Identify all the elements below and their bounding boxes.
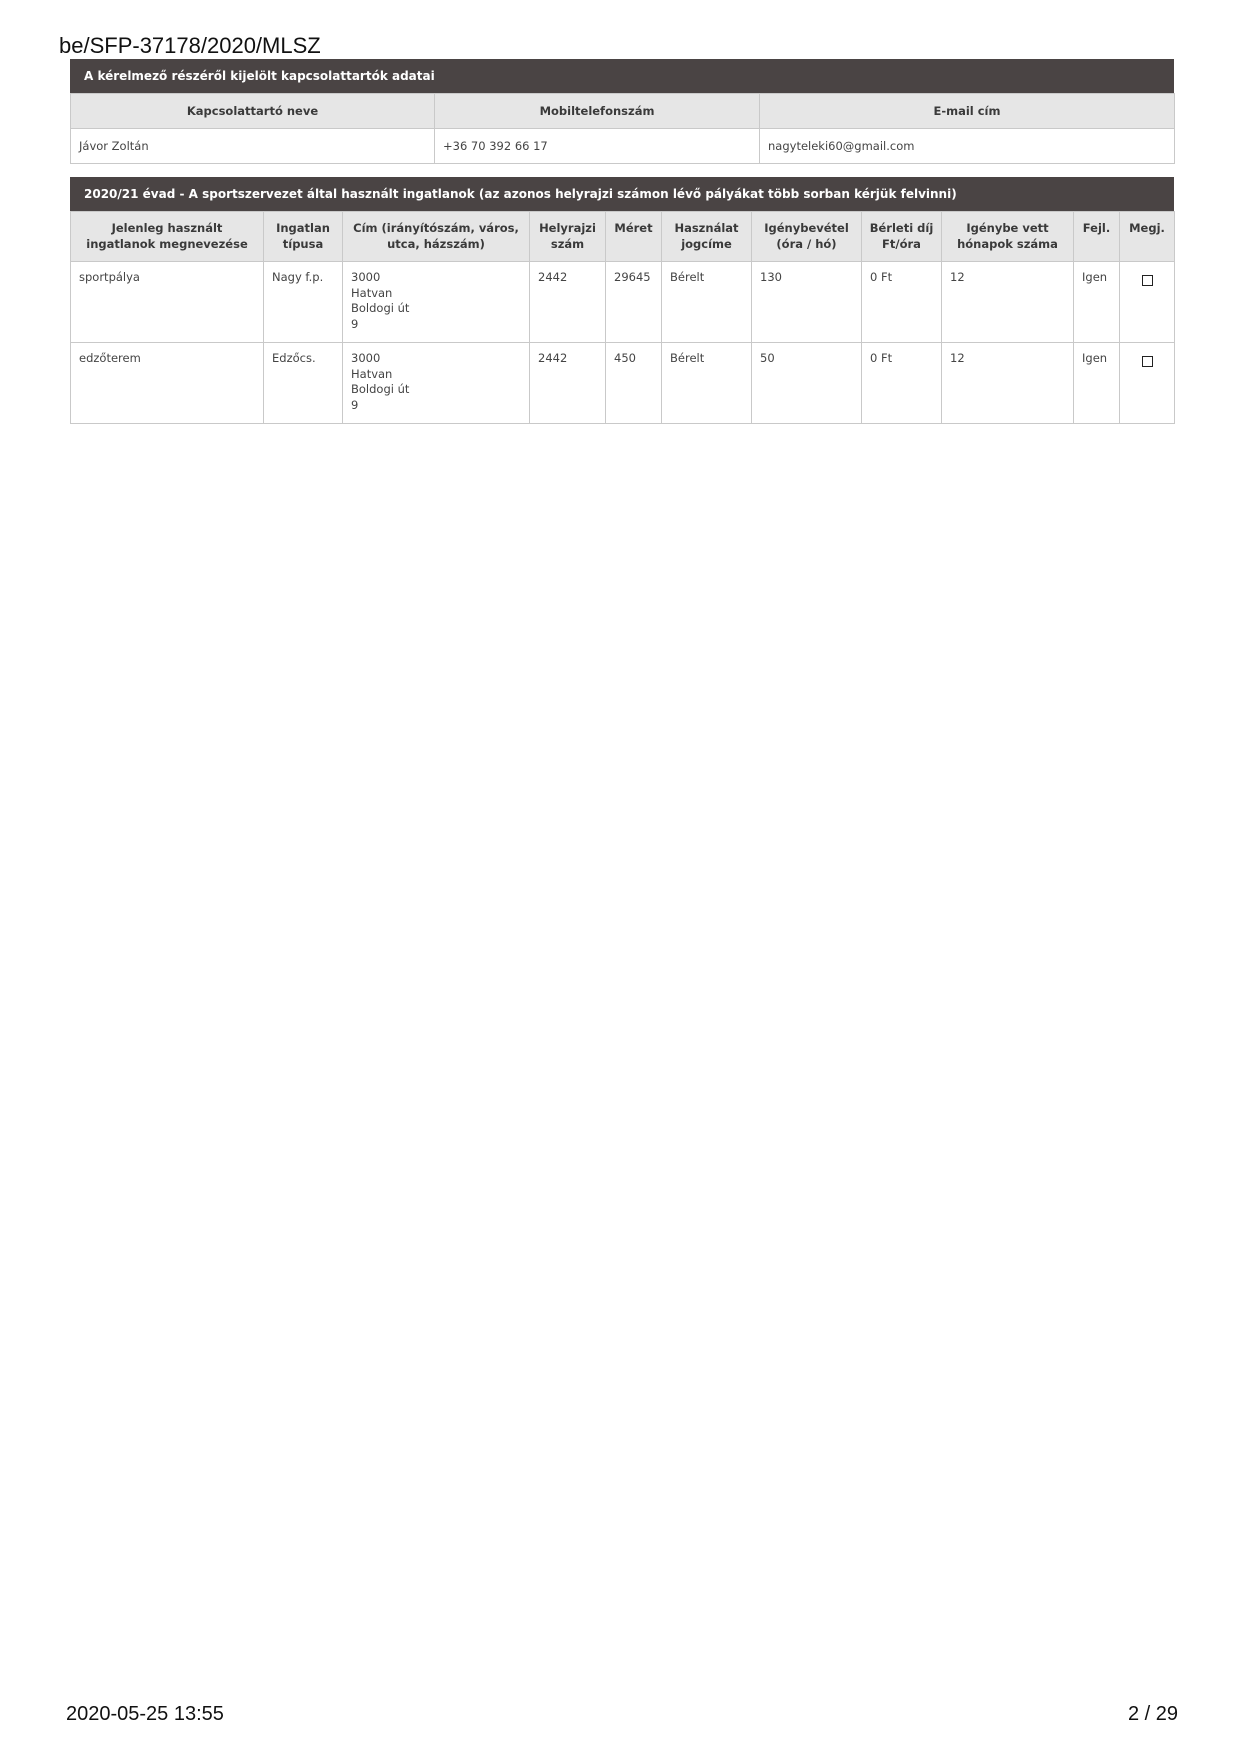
contact-name: Jávor Zoltán <box>71 129 435 164</box>
property-note-cell <box>1120 262 1175 343</box>
property-hours-header: Igénybevétel (óra / hó) <box>752 212 862 262</box>
property-fee-header: Bérleti díj Ft/óra <box>862 212 942 262</box>
property-hours: 50 <box>752 343 862 424</box>
property-usage: Bérelt <box>662 343 752 424</box>
properties-table <box>70 211 1175 424</box>
contacts-section <box>70 59 1174 164</box>
address-zip: 3000 <box>351 351 381 365</box>
address-zip: 3000 <box>351 270 381 284</box>
contacts-table <box>70 93 1175 164</box>
property-development: Igen <box>1074 262 1120 343</box>
property-months-header: Igénybe vett hónapok száma <box>942 212 1074 262</box>
property-note-cell <box>1120 343 1175 424</box>
contacts-section-title: A kérelmező részéről kijelölt kapcsolattartók adatai <box>70 59 1174 93</box>
property-name-header: Jelenleg használt ingatlanok megnevezése <box>71 212 264 262</box>
properties-section <box>70 177 1174 424</box>
property-note-header: Megj. <box>1120 212 1175 262</box>
property-size: 29645 <box>606 262 662 343</box>
footer-page-number: 2 / 29 <box>1127 1703 1178 1725</box>
property-hours: 130 <box>752 262 862 343</box>
address-number: 9 <box>351 316 359 331</box>
contact-email: nagyteleki60@gmail.com <box>760 129 1175 164</box>
address-city: Hatvan <box>351 285 393 300</box>
address-street: Boldogi út <box>351 301 410 315</box>
address-street: Boldogi út <box>351 382 410 396</box>
property-name: sportpálya <box>71 262 264 343</box>
property-months: 12 <box>942 262 1074 343</box>
property-type: Edzőcs. <box>264 343 343 424</box>
property-type: Nagy f.p. <box>264 262 343 343</box>
property-address-header: Cím (irányítószám, város, utca, házszám) <box>343 212 530 262</box>
property-address <box>343 262 530 343</box>
contact-phone: +36 70 392 66 17 <box>435 129 760 164</box>
property-address <box>343 343 530 424</box>
footer-timestamp: 2020-05-25 13:55 <box>66 1703 224 1725</box>
properties-section-title: 2020/21 évad - A sportszervezet által használt ingatlanok (az azonos helyrajzi számon lévő pályákat több sorban kérjük felvinni) <box>70 177 1174 211</box>
property-name: edzőterem <box>71 343 264 424</box>
property-size: 450 <box>606 343 662 424</box>
contact-name-header: Kapcsolattartó neve <box>71 94 435 129</box>
property-plot-header: Helyrajzi szám <box>530 212 606 262</box>
contacts-header-row <box>71 94 1175 129</box>
note-checkbox[interactable] <box>1142 275 1153 286</box>
property-usage: Bérelt <box>662 262 752 343</box>
table-row <box>71 129 1175 164</box>
property-type-header: Ingatlan típusa <box>264 212 343 262</box>
property-usage-header: Használat jogcíme <box>662 212 752 262</box>
property-development-header: Fejl. <box>1074 212 1120 262</box>
table-row <box>71 343 1175 424</box>
note-checkbox[interactable] <box>1142 356 1153 367</box>
table-row <box>71 262 1175 343</box>
address-number: 9 <box>351 397 359 412</box>
property-size-header: Méret <box>606 212 662 262</box>
property-development: Igen <box>1074 343 1120 424</box>
property-plot: 2442 <box>530 262 606 343</box>
property-plot: 2442 <box>530 343 606 424</box>
property-fee: 0 Ft <box>862 262 942 343</box>
address-city: Hatvan <box>351 366 393 381</box>
contact-email-header: E-mail cím <box>760 94 1175 129</box>
document-id: be/SFP-37178/2020/MLSZ <box>59 33 321 58</box>
property-fee: 0 Ft <box>862 343 942 424</box>
property-months: 12 <box>942 343 1074 424</box>
contact-phone-header: Mobiltelefonszám <box>435 94 760 129</box>
properties-header-row <box>71 212 1175 262</box>
